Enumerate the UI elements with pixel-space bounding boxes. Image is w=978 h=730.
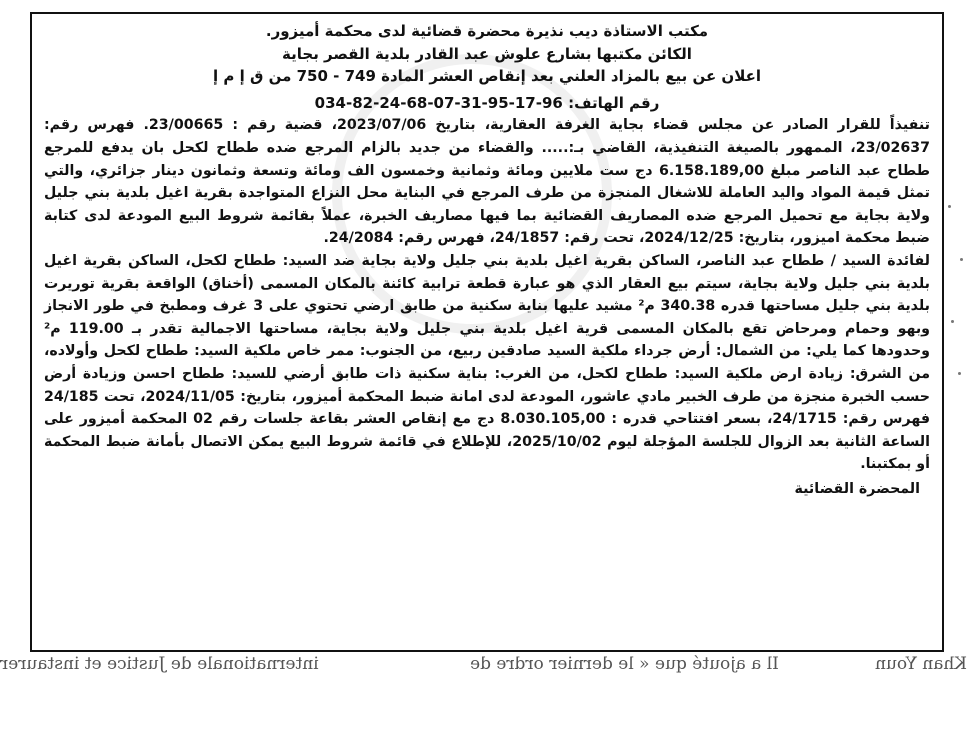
signature-line: المحضرة القضائية bbox=[794, 480, 920, 497]
auction-notice bbox=[30, 12, 944, 652]
scan-speck bbox=[958, 372, 961, 375]
scan-speck bbox=[951, 320, 954, 323]
phone-line: رقم الهاتف: 96-17-95-31-07-68-24-82-034 bbox=[314, 93, 660, 112]
bleed-text-middle: Il a ajouté que « le dernier ordre de bbox=[470, 654, 779, 674]
header-announcement-line: اعلان عن بيع بالمزاد العلني بعد إنقاص العشر المادة 749 - 750 من ق إ م إ bbox=[213, 67, 761, 86]
bleed-through-text bbox=[0, 650, 978, 676]
property-paragraph: لفائدة السيد / ططاح عبد الناصر، الساكن بقرية اغيل بلدية بني جليل ولاية بجاية ضد السيد: ططاح لكحل، الساكن بقرية اغيل بلدية بني جليل ولاية بجاية، سيتم بيع العقار الذي هو عبارة قطعة ترابية كائنة بالمكان المسمى (أخناق) الواقعة بقرية توريرت بلدية بني جليل مساحتها قدره 340.38 م² مشيد عليها بناية سكنية من طابق ارضي تحتوي على 3 غرف ومطبخ في طور الانجاز وبهو وحمام ومرحاض تقع بالمكان المسمى قرية اغيل بلدية بني جليل ولاية بجاية، مساحتها الاجمالية تقدر بـ 119.00 م² وحدودها كما يلي: من الشمال: أرض جرداء ملكية السيد صادقين ربيع، من الجنوب: ممر خاص ملكية السيد: ططاح لكحل وأولاده، من الشرق: زيادة ارض ملكية السيد: ططاح لكحل، من الغرب: بناية سكنية ذات طابق أرضي للسيد: ططاح احسن وزيادة أرض حسب الخبرة منجزة من طرف الخبير مادي عاشور، المودعة لدى امانة ضبط المحكمة أميزور، بتاريخ: 2024/11/05، تحت 24/185 فهرس رقم: 24/1715، بسعر افتتاحي قدره : 8.030.105,00 دج مع إنقاص العشر بقاعة جلسات رقم 02 المحكمة أميزور على الساعة الثانية بعد الزوال للجلسة المؤجلة ليوم 2025/10/02، للإطلاع في قائمة شروط البيع يمكن الاتصال بأمانة ضبط المحكمة أو بمكتبنا. bbox=[44, 252, 930, 473]
bleed-text-right: Khan Youn bbox=[875, 654, 968, 674]
scan-speck bbox=[948, 205, 951, 208]
header-office-line: مكتب الاستاذة ديب نذيرة محضرة قضائية لدى محكمة أميزور. bbox=[265, 22, 709, 40]
notice-body bbox=[44, 20, 930, 646]
execution-paragraph: تنفيذاً للقرار الصادر عن مجلس قضاء بجاية الغرفة العقارية، بتاريخ 2023/07/06، قضية رقم : 23/00665. فهرس رقم: 23/02637، الممهور بالصيغة التنفيذية، القاضي بـ:..... والقضاء من جديد بالزام المرجع ضده ططاح لكحل بان يدفع للمرجع ططاح عبد الناصر مبلغ 6.158.189,00 دج ست ملايين ومائة وثمانية وخمسون الف ومائة وتسعة وثمانون دينار جزائري، والتي تمثل قيمة المواد واليد العاملة للاشغال المنجزة من طرف المرجع في البناية محل النزاع المتواجدة بقرية اغيل بلدية بني جليل ولاية بجاية مع تحميل المرجع ضده المصاريف القضائية بما فيها مصاريف الخبرة، عملاً بقائمة شروط البيع المودعة لدى كتابة ضبط محكمة اميزور، بتاريخ: 2024/12/25، تحت رقم: 24/1857، فهرس رقم: 24/2084. bbox=[44, 117, 930, 247]
bleed-text-left: internationale de Justice et instaurer bbox=[0, 654, 319, 674]
header-address-line: الكائن مكتبها بشارع علوش عبد القادر بلدية القصر بجاية bbox=[282, 44, 692, 63]
scan-speck bbox=[960, 258, 963, 261]
